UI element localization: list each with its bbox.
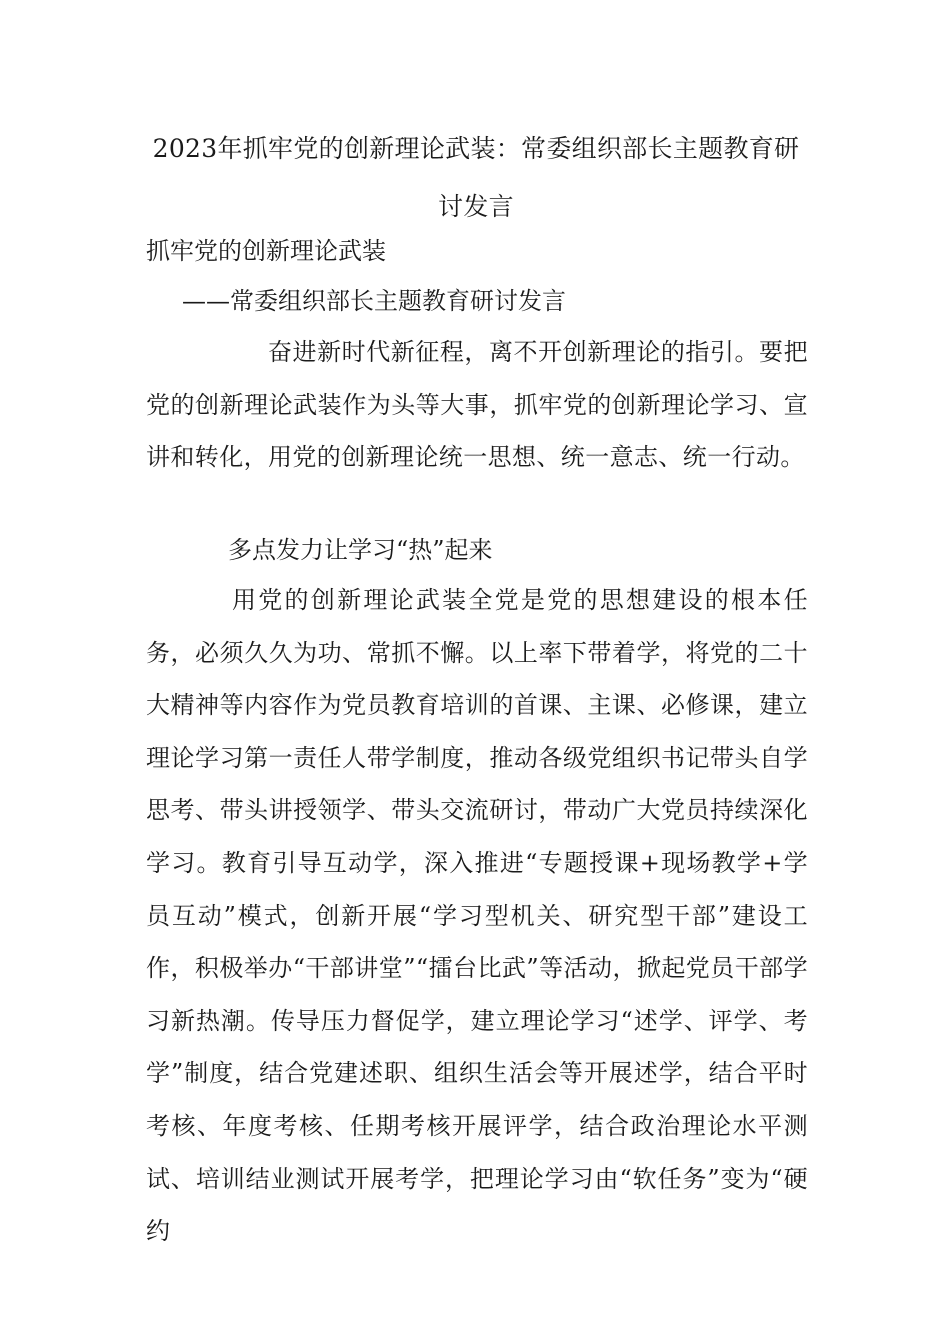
document-heading: 抓牢党的创新理论武装 — [146, 237, 386, 265]
section-paragraph: 用党的创新理论武装全党是党的思想建设的根本任务，必须久久为功、常抓不懈。以上率下带着学，将党的二十大精神等内容作为党员教育培训的首课、主课、必修课，建立理论学习第一责任人带学制度，推动各级党组织书记带头自学思考、带头讲授领学、带头交流研讨，带动广大党员持续深化学习。教育引导互动学，深入推进“专题授课+现场教学+学员互动”模式，创新开展“学习型机关、研究型干部”建设工作，积极举办“干部讲堂”“擂台比武”等活动，掀起党员干部学习新热潮。传导压力督促学，建立理论学习“述学、评学、考学”制度，结合党建述职、组织生活会等开展述学，结合平时考核、年度考核、任期考核开展评学，结合政治理论水平测试、培训结业测试开展考学，把理论学习由“软任务”变为“硬约 — [146, 586, 808, 1246]
intro-paragraph: 奋进新时代新征程，离不开创新理论的指引。要把党的创新理论武装作为头等大事，抓牢党的创新理论学习、宣讲和转化，用党的创新理论统一思想、统一意志、统一行动。 — [146, 338, 808, 472]
document-title: 2023年抓牢党的创新理论武装：常委组织部长主题教育研讨发言 — [152, 134, 800, 221]
section-heading: 多点发力让学习“热”起来 — [228, 536, 493, 564]
document-subheading: ——常委组织部长主题教育研讨发言 — [182, 287, 566, 315]
